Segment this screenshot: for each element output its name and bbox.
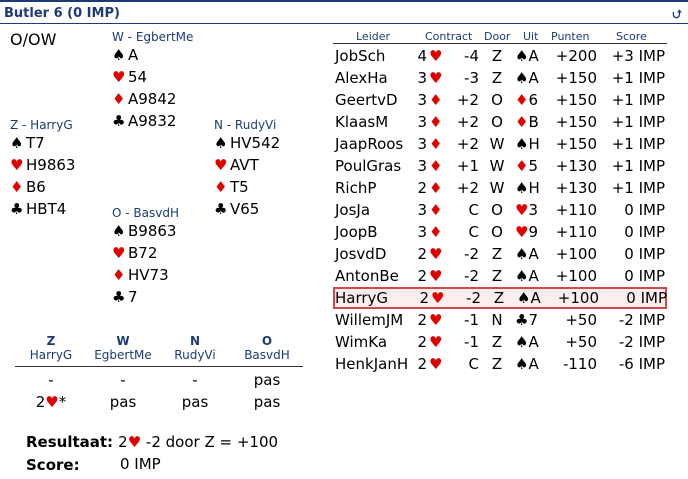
cell-contract-level: 2 [417,355,427,373]
club-icon: ♣ [112,112,126,130]
cell-contract-suit: ♥ [431,289,445,307]
cell-contract-level: 2 [417,267,427,285]
hand-east-diamonds: HV73 [128,266,169,284]
col-header-punten: Punten [551,30,590,43]
col-header-leider: Leider [356,30,391,43]
cell-contract-level: 3 [417,223,427,241]
cell-lead: ♠A [515,333,539,351]
cell-contract-suit: ♥ [429,333,443,351]
cell-leader: PoulGras [335,157,402,175]
cell-declarer: O [491,113,503,131]
spade-icon: ♠ [214,134,228,152]
cell-contract-suit: ♦ [429,157,443,175]
bid-cell: pas [253,371,281,389]
cell-contract-suit: ♥ [429,267,443,285]
cell-declarer: W [489,135,505,153]
bid-column-n [160,334,230,362]
table-row[interactable] [333,133,667,155]
spade-icon: ♠ [10,134,24,152]
cell-contract-suit: ♥ [429,311,443,329]
hand-north [214,118,280,220]
col-header-score: Score [616,30,647,43]
cell-overtricks: C [468,355,479,373]
cell-points: +150 [555,91,597,109]
cell-overtricks: +2 [456,91,479,109]
cell-lead: ♠A [515,69,539,87]
cell-contract-suit: ♦ [429,201,443,219]
hand-south-hearts: H9863 [26,156,76,174]
hand-west [112,30,193,132]
cell-contract-level: 2 [419,289,429,307]
cell-points: +50 [565,311,597,329]
table-row[interactable] [333,45,667,67]
cell-score: -6 IMP [618,355,665,373]
cell-points: +50 [565,333,597,351]
cell-overtricks: -3 [464,69,479,87]
cell-overtricks: -2 [464,267,479,285]
cell-points: +150 [555,113,597,131]
table-row[interactable] [333,331,667,353]
bid-seat: N [189,334,201,348]
cell-score: +3 IMP [611,47,665,65]
table-row[interactable] [333,155,667,177]
cell-declarer: W [489,157,505,175]
cell-overtricks: +2 [456,113,479,131]
cell-points: +100 [555,267,597,285]
cell-contract-suit: ♥ [429,355,443,373]
cell-leader: HarryG [335,289,389,307]
cell-leader: AlexHa [335,69,388,87]
hand-west-diamonds: A9842 [128,90,177,108]
cell-contract-level: 2 [417,311,427,329]
dealer-vulnerability: O/OW [10,30,57,49]
diamond-icon: ♦ [112,266,126,284]
table-row[interactable] [333,353,667,375]
bid-player: HarryG [29,348,73,362]
hand-south-spades: T7 [26,134,45,152]
cell-overtricks: -4 [464,47,479,65]
cell-score: 0 IMP [624,245,665,263]
cell-points: +130 [555,179,597,197]
heart-icon: ♥ [214,156,228,174]
cell-contract-suit: ♦ [429,179,443,197]
cell-contract-level: 3 [417,157,427,175]
score-value: 0 IMP [120,455,161,473]
table-row[interactable] [333,265,667,287]
cell-overtricks: -1 [464,311,479,329]
hand-west-clubs: A9832 [128,112,177,130]
col-header-contract: Contract [425,30,473,43]
cell-declarer: Z [493,289,505,307]
hand-east-spades: B9863 [128,222,177,240]
cell-lead: ♠A [515,267,539,285]
diamond-icon: ♦ [10,178,24,196]
cell-leader: JosvdD [335,245,387,263]
hand-west-hearts: 54 [128,68,148,86]
table-row[interactable] [333,243,667,265]
cell-contract-suit: ♥ [429,47,443,65]
cell-declarer: W [489,179,505,197]
cell-lead: ♥3 [515,201,538,219]
cell-lead: ♠A [515,355,539,373]
cell-contract-suit: ♦ [429,135,443,153]
bid-seat: O [261,334,273,348]
bid-column-w [88,334,158,362]
cell-leader: JosJa [335,201,371,219]
cell-overtricks: +2 [456,179,479,197]
cell-declarer: N [491,311,503,329]
cell-contract-suit: ♥ [429,245,443,263]
cell-score: -2 IMP [618,311,665,329]
cell-contract-level: 3 [417,113,427,131]
heart-icon: ♥ [112,244,126,262]
cell-leader: JaapRoos [335,135,404,153]
table-row[interactable] [333,287,667,309]
cell-points: +110 [555,201,597,219]
spade-icon: ♠ [112,222,126,240]
cell-score: 0 IMP [624,267,665,285]
bid-player: RudyVi [174,348,216,362]
cell-declarer: Z [491,47,503,65]
cell-contract-suit: ♦ [429,91,443,109]
hand-west-label: W - EgbertMe [112,30,194,44]
cell-lead: ♦5 [515,157,538,175]
cell-points: +100 [557,289,599,307]
cell-leader: WimKa [335,333,388,351]
hand-south-diamonds: B6 [26,178,46,196]
bid-cell: pas [253,393,281,411]
club-icon: ♣ [214,200,228,218]
cell-contract-suit: ♦ [429,223,443,241]
cell-overtricks: C [468,223,479,241]
cell-leader: WillemJM [335,311,404,329]
bid-player: EgbertMe [94,348,152,362]
cell-declarer: O [491,223,503,241]
cell-contract-level: 3 [417,91,427,109]
diamond-icon: ♦ [214,178,228,196]
cell-lead: ♣7 [515,311,538,329]
club-icon: ♣ [10,200,24,218]
cell-contract-level: 2 [417,179,427,197]
diamond-icon: ♦ [112,90,126,108]
spade-icon: ♠ [112,46,126,64]
table-row[interactable] [333,221,667,243]
cell-lead: ♠A [515,245,539,263]
hand-south-label: Z - HarryG [10,118,73,132]
board-title: Butler 6 (0 IMP) [4,6,120,21]
cell-contract-level: 3 [417,69,427,87]
cell-score: 0 IMP [626,289,667,307]
result-contract-level: 2 [118,433,128,451]
cell-score: +1 IMP [611,135,665,153]
cell-points: +130 [555,157,597,175]
cell-points: +200 [555,47,597,65]
board-titlebar [0,0,688,24]
hand-north-hearts: AVT [230,156,259,174]
cell-contract-level: 3 [417,201,427,219]
hand-east [112,206,179,308]
cell-declarer: O [491,91,503,109]
cell-contract-level: 4 [417,47,427,65]
heart-icon: ♥ [127,433,142,451]
bid-player: BasvdH [244,348,290,362]
results-header-divider [333,43,667,44]
cell-score: +1 IMP [611,113,665,131]
bid-seat: Z [46,334,56,348]
cell-declarer: O [491,201,503,219]
cell-contract-suit: ♦ [429,113,443,131]
hand-east-clubs: 7 [128,288,138,306]
cell-declarer: Z [491,267,503,285]
hand-north-clubs: V65 [230,200,260,218]
cell-score: +1 IMP [611,179,665,197]
bid-column-z [16,334,86,362]
hand-west-spades: A [128,46,139,64]
bid-cell: - [120,371,126,389]
bid-cell: - [192,371,198,389]
club-icon: ♣ [112,288,126,306]
table-row[interactable] [333,199,667,221]
cell-points: -110 [562,355,597,373]
cell-overtricks: -1 [464,333,479,351]
hand-north-label: N - RudyVi [214,118,277,132]
cell-score: 0 IMP [624,201,665,219]
hand-north-diamonds: T5 [230,178,249,196]
table-row[interactable] [333,67,667,89]
cell-score: +1 IMP [611,69,665,87]
cell-lead: ♠A [517,289,541,307]
cell-score: -2 IMP [618,333,665,351]
result-contract-text: -2 door Z = +100 [141,433,279,451]
cell-contract-level: 2 [417,333,427,351]
cell-leader: HenkJanH [335,355,409,373]
cell-leader: GeertvD [335,91,398,109]
cell-points: +150 [555,135,597,153]
col-header-uit: Uit [523,30,539,43]
hand-north-spades: HV542 [230,134,281,152]
cell-lead: ♠H [515,135,540,153]
cell-leader: KlaasM [335,113,389,131]
table-row[interactable] [333,111,667,133]
bid-column-o [232,334,302,362]
cell-score: +1 IMP [611,157,665,175]
hand-east-hearts: B72 [128,244,158,262]
col-header-door: Door [484,30,511,43]
result-line [26,432,278,451]
cell-lead: ♠A [515,47,539,65]
cell-overtricks: +2 [456,135,479,153]
cell-lead: ♥9 [515,223,538,241]
cell-declarer: Z [491,333,503,351]
table-row[interactable] [333,177,667,199]
cell-score: +1 IMP [611,91,665,109]
cell-overtricks: C [468,201,479,219]
heart-icon: ♥ [10,156,24,174]
cell-contract-level: 2 [417,245,427,263]
hand-south-clubs: HBT4 [26,200,67,218]
cell-lead: ♠H [515,179,540,197]
cell-leader: JobSch [335,47,386,65]
cell-points: +110 [555,223,597,241]
cell-leader: AntonBe [335,267,399,285]
cell-points: +100 [555,245,597,263]
cell-leader: JoopB [335,223,378,241]
cell-contract-level: 3 [417,135,427,153]
cell-contract-suit: ♥ [429,69,443,87]
bid-cell: pas [181,393,209,411]
cell-leader: RichP [335,179,377,197]
bid-cell-contract: 2♥* [35,393,67,411]
cell-overtricks: -2 [464,245,479,263]
bidding-divider [15,366,303,367]
heart-icon: ♥ [112,68,126,86]
result-label: Resultaat: [26,433,114,451]
hand-east-label: O - BasvdH [112,206,179,220]
table-row[interactable] [333,89,667,111]
cell-points: +150 [555,69,597,87]
cell-declarer: Z [491,69,503,87]
cell-declarer: Z [491,245,503,263]
table-row[interactable] [333,309,667,331]
cell-lead: ♦B [515,113,539,131]
bid-cell: - [48,371,54,389]
bid-seat: W [116,334,130,348]
score-line [26,455,161,474]
bid-cell: pas [109,393,137,411]
cell-lead: ♦6 [515,91,538,109]
cell-overtricks: -2 [466,289,481,307]
hand-south [10,118,75,220]
cell-declarer: Z [491,355,503,373]
cell-score: 0 IMP [624,223,665,241]
score-label: Score: [26,456,80,474]
cell-overtricks: +1 [456,157,479,175]
double-chevron-up-icon[interactable]: ⮍ [672,7,682,21]
